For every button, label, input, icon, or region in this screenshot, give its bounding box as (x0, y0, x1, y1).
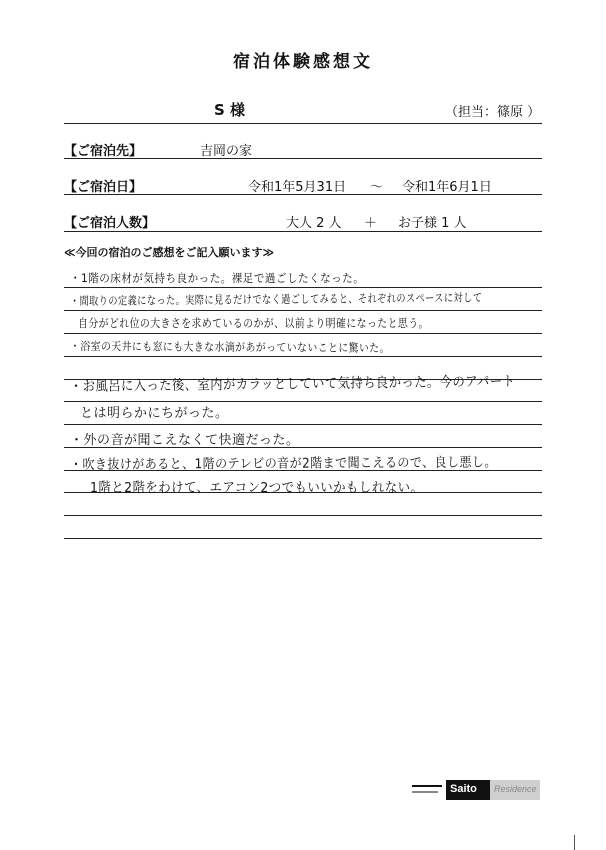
logo-brand: Saito (450, 783, 477, 795)
adults-count: 大人 2 人 (286, 216, 342, 231)
comment-text: ・吹き抜けがあると、1階のテレビの音が2階まで聞こえるので、良し悪し。 (69, 454, 497, 473)
comment-text: ・外の音が聞こえなくて快適だった。 (70, 433, 300, 448)
margin-mark (574, 835, 575, 850)
date-label: 【ご宿泊日】 (64, 180, 143, 195)
comment-line (64, 538, 542, 539)
comment-text: ・間取りの定義になった。実際に見るだけでなく過ごしてみると、それぞれのスペースに対して (69, 290, 483, 309)
comment-line (64, 356, 542, 357)
comment-line (64, 424, 542, 425)
logo-tagline: Residence (494, 784, 537, 794)
guest-name: S 様 (214, 101, 246, 119)
comment-line (64, 310, 542, 311)
place-underline (64, 158, 542, 159)
staff-in-charge: （担当：篠原 ） (445, 105, 541, 120)
comment-text: とは明らかにちがった。 (80, 406, 229, 421)
date-separator: 〜 (370, 180, 384, 195)
comment-line (64, 515, 542, 516)
date-from: 令和1年5月31日 (248, 180, 347, 195)
comment-text: ・浴室の天井にも窓にも大きな水滴があがっていないことに驚いた。 (70, 339, 390, 355)
comment-line (64, 287, 542, 288)
document-title: 宿泊体験感想文 (233, 52, 373, 72)
comment-text: ・お風呂に入った後、室内がカラッとしていて気持ち良かった。今のアパート (69, 373, 516, 396)
company-logo (408, 780, 540, 800)
people-label: 【ご宿泊人数】 (64, 216, 156, 231)
children-count: お子様 1 人 (398, 216, 467, 231)
comment-line (64, 333, 542, 334)
comment-text: ・1階の床材が気持ち良かった。裸足で過ごしたくなった。 (70, 271, 365, 285)
comment-prompt: ≪今回の宿泊のご感想をご記入願います≫ (64, 246, 275, 259)
comment-text: 1階と2階をわけて、エアコン2つでもいいかもしれない。 (90, 480, 424, 496)
date-to: 令和1年6月1日 (402, 180, 492, 195)
place-label: 【ご宿泊先】 (64, 144, 143, 159)
place-value: 吉岡の家 (200, 144, 253, 159)
people-underline (64, 231, 542, 232)
name-underline (64, 123, 542, 124)
plus-sign: ＋ (364, 216, 378, 231)
date-underline (64, 194, 542, 195)
comment-text: 自分がどれ位の大きさを求めているのかが、以前より明確になったと思う。 (78, 316, 429, 330)
